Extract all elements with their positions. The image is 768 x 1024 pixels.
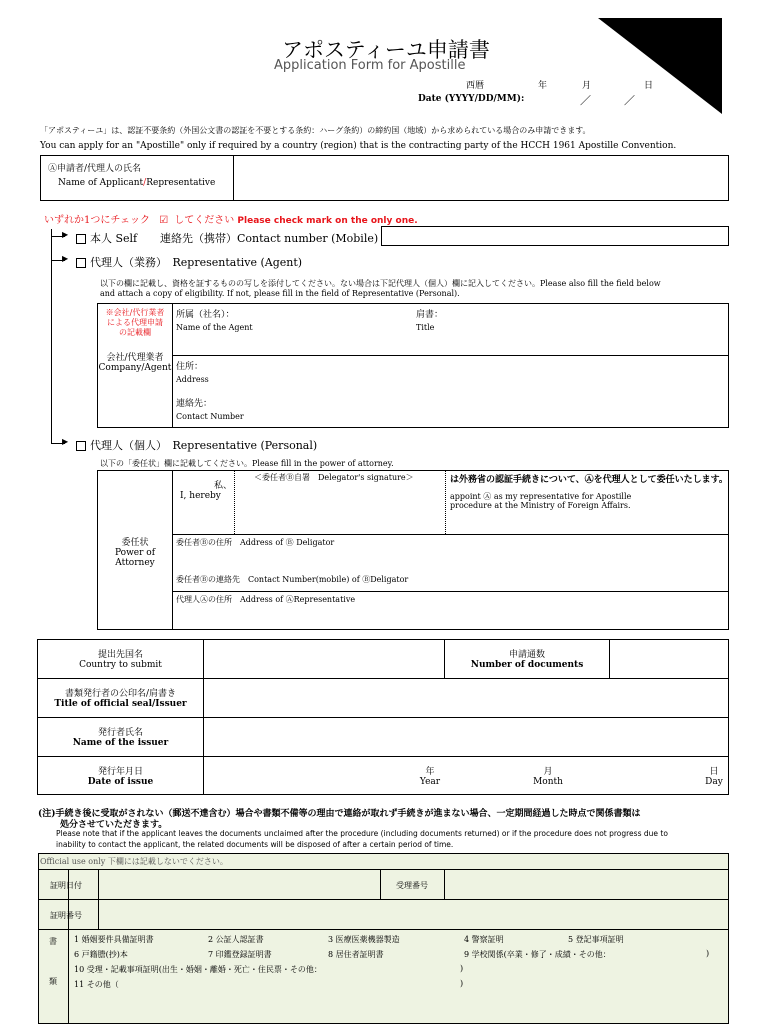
self-contact-label: 連絡先（携帯）Contact number (Mobile): [160, 232, 379, 245]
poa-appoint-ja: は外務省の認証手続きについて、Ⓐを代理人として委任いたします。: [450, 475, 728, 485]
note-en-2: inability to contact the applicant, the related documents will be disposed of after a certain period of time.: [56, 840, 454, 849]
self-checkbox[interactable]: [76, 234, 86, 244]
agent-red-note-1: ※会社/代行業者: [105, 308, 165, 317]
agent-company-label: [98, 350, 172, 373]
agent-company-en: Company/Agent: [98, 363, 172, 373]
option-agent[interactable]: [76, 254, 302, 270]
off-item-7: 7 印鑑登録証明書: [208, 950, 272, 959]
poa-rep-address[interactable]: 代理人Ⓐの住所 Address of ⒶRepresentative: [176, 595, 356, 604]
poa-divider: [172, 470, 173, 630]
off-receipt-no: 受理番号: [396, 881, 428, 890]
doc-month-en: Month: [533, 777, 563, 787]
year-label: 年: [538, 81, 548, 91]
off-item-10: 10 受理・記載事項証明(出生・婚姻・離婚・死亡・住民票・その他：: [74, 965, 322, 974]
note-en-1: Please note that if the applicant leaves the documents unclaimed after the procedure (including documents returned) or if the procedure does not progress due to: [56, 829, 668, 838]
off-cert-date: 証明日付: [50, 881, 82, 890]
option-bracket-line: [51, 229, 52, 443]
doc-year[interactable]: [410, 764, 450, 787]
poa-delegator-address[interactable]: 委任者Ⓑの住所 Address of Ⓑ Deligator: [176, 538, 335, 547]
applicant-label-ja: Ⓐ申請者/代理人の氏名: [48, 164, 142, 174]
poa-en-2: Attorney: [115, 558, 155, 568]
off-col-1: [68, 869, 69, 1024]
applicant-label-en: Name of Applicant/Representative: [58, 178, 216, 188]
personal-instruction: 以下の「委任状」欄に記載してください。Please fill in the power of attorney.: [100, 459, 394, 468]
doc-country-en: Country to submit: [79, 660, 162, 670]
page-title: アポスティーユ申請書: [282, 38, 490, 62]
off-col-3: [380, 869, 381, 899]
off-item-8: 8 居住者証明書: [328, 950, 384, 959]
off-item-6: 6 戸籍謄(抄)本: [74, 950, 128, 959]
agent-title-ja: 肩書：: [416, 310, 444, 320]
check-instruction-ja: いずれか1つにチェック: [44, 215, 151, 226]
doc-date-ja: 発行年月日: [97, 767, 143, 777]
doc-row-3: [37, 756, 729, 757]
date-separators[interactable]: ／ ／: [580, 94, 635, 107]
off-item-2: 2 公証人認証書: [208, 935, 264, 944]
doc-year-en: Year: [419, 777, 441, 787]
notice-ja: 「アポスティーユ」は、認証不要条約（外国公文書の認証を不要とする条約：ハーグ条約）の締約国（地域）から求められている場合のみ申請できます。: [40, 126, 591, 135]
doc-count-ja: 申請通数: [508, 650, 545, 660]
agent-red-note-3: の記載欄: [119, 328, 151, 337]
agent-title-en: Title: [416, 323, 435, 332]
poa-signature-label: ＜委任者Ⓑ自署 Delegator's signature＞: [254, 473, 414, 482]
poa-appoint-en-1: appoint Ⓐ as my representative for Apostille: [450, 492, 632, 501]
self-label: 本人 Self: [90, 232, 138, 245]
applicant-name-field[interactable]: [236, 158, 726, 198]
poa-appoint-en-2: procedure at the Ministry of Foreign Affairs.: [450, 501, 631, 510]
off-col-4: [444, 869, 445, 899]
agent-address-ja: 住所：: [176, 362, 204, 372]
option-personal[interactable]: [76, 437, 317, 453]
agent-divider: [172, 303, 173, 428]
poa-i-ja: 私、: [214, 481, 233, 491]
doc-seal-en: Title of official seal/Issuer: [54, 699, 187, 709]
doc-country-label: [38, 647, 203, 670]
poa-dot-2: [445, 470, 446, 534]
doc-col-1: [203, 639, 204, 795]
doc-issuer-label: [38, 725, 203, 748]
doc-count-field[interactable]: [611, 641, 727, 676]
off-col-2: [98, 869, 99, 929]
agent-checkbox[interactable]: [76, 258, 86, 268]
off-side-1: 書: [49, 937, 57, 946]
off-item-11: 11 その他（: [74, 980, 119, 989]
off-item-9-close: ): [706, 949, 710, 958]
official-use-header: Official use only 下欄には記載しないでください。: [40, 857, 228, 866]
era-label: 西暦: [466, 81, 485, 91]
doc-country-ja: 提出先国名: [97, 650, 143, 660]
doc-month[interactable]: [528, 764, 568, 787]
off-item-9: 9 学校関係(卒業・修了・成績・その他：: [464, 950, 611, 959]
arrow-agent-icon: ▶: [62, 254, 69, 263]
poa-dot-1: [234, 470, 235, 534]
arrow-self-icon: ▶: [62, 230, 69, 239]
poa-i-en: I, hereby: [180, 491, 221, 501]
note-ja-2: 処分させていただきます。: [60, 820, 168, 830]
agent-name-ja: 所属（社名）：: [176, 310, 235, 320]
off-item-10-close: ): [460, 964, 464, 973]
applicant-divider: [233, 155, 234, 201]
doc-count-label: [445, 647, 609, 670]
poa-label: [98, 535, 172, 568]
poa-row-1: [172, 534, 729, 535]
doc-col-3: [609, 639, 610, 678]
agent-label: 代理人（業務） Representative (Agent): [90, 256, 303, 269]
doc-country-field[interactable]: [205, 641, 442, 676]
poa-row-2: [172, 591, 729, 592]
off-item-1: 1 婚姻要件具備証明書: [74, 935, 154, 944]
doc-seal-ja: 書類発行者の公印名/肩書き: [64, 689, 177, 699]
agent-name-en: Name of the Agent: [176, 323, 253, 332]
poa-en-1: Power of: [114, 548, 156, 558]
doc-day-en: Day: [705, 777, 723, 787]
agent-red-note: [98, 308, 172, 338]
option-self[interactable]: [76, 230, 137, 246]
off-cert-no: 証明番号: [50, 911, 82, 920]
self-contact-field[interactable]: [381, 226, 729, 246]
arrow-personal-icon: ▶: [62, 437, 69, 446]
doc-issuer-en: Name of the issuer: [72, 738, 169, 748]
off-item-5: 5 登記事項証明: [568, 935, 624, 944]
doc-date-label: [38, 764, 203, 787]
note-ja-1: (注)手続き後に受取がされない（郵送不達含む）場合や書類不備等の理由で連絡が取れず手続きが進まない場合、一定期間経過した時点で関係書類は: [38, 809, 641, 819]
agent-contact-ja: 連絡先：: [176, 399, 213, 409]
doc-seal-field[interactable]: [205, 680, 727, 715]
off-side-2: 類: [49, 977, 57, 986]
doc-count-en: Number of documents: [470, 660, 584, 670]
off-item-3: 3 医療医薬機器製造: [328, 935, 400, 944]
off-item-11-close: ): [460, 979, 464, 988]
doc-issuer-ja: 発行者氏名: [97, 728, 143, 738]
agent-contact-en: Contact Number: [176, 412, 244, 421]
off-row-1: [38, 869, 729, 870]
doc-issuer-field[interactable]: [205, 719, 727, 754]
date-label: Date (YYYY/DD/MM):: [418, 94, 525, 104]
doc-day-ja: 日: [709, 767, 719, 777]
doc-year-ja: 年: [425, 767, 435, 777]
check-instruction-ja2: してください: [174, 215, 235, 226]
agent-instruction-2: and attach a copy of eligibility. If not, please fill in the field of Representative (Personal).: [100, 289, 460, 298]
agent-row-divider: [172, 355, 729, 356]
agent-address-en: Address: [176, 375, 209, 384]
check-mark-icon: ☑: [159, 215, 169, 226]
poa-ja: 委任状: [121, 538, 149, 548]
doc-day[interactable]: [694, 764, 734, 787]
notice-en: You can apply for an "Apostille" only if required by a country (region) that is the contracting party of the HCCH 1961 Apostille Convention.: [40, 141, 677, 151]
poa-signature-field[interactable]: [236, 484, 443, 532]
page-subtitle: Application Form for Apostille: [274, 58, 466, 73]
agent-company-ja: 会社/代理業者: [106, 353, 164, 363]
doc-date-en: Date of issue: [87, 777, 154, 787]
applicant-label-en-b: Representative: [146, 178, 216, 188]
day-label: 日: [644, 81, 654, 91]
check-instruction-en: Please check mark on the only one.: [237, 216, 418, 226]
poa-delegator-contact[interactable]: 委任者Ⓑの連絡先 Contact Number(mobile) of ⒷDeligator: [176, 575, 409, 584]
check-instruction: [44, 211, 418, 226]
agent-instruction-1: 以下の欄に記載し、資格を証するものの写しを添付してください。ない場合は下記代理人（個人）欄に記入してください。Please also fill the field below: [100, 279, 661, 288]
month-label: 月: [582, 81, 592, 91]
personal-label: 代理人（個人） Representative (Personal): [90, 439, 318, 452]
doc-seal-label: [38, 686, 203, 709]
doc-row-1: [37, 678, 729, 679]
applicant-label-en-a: Name of Applicant: [58, 178, 144, 188]
personal-checkbox[interactable]: [76, 441, 86, 451]
off-item-4: 4 警察証明: [464, 935, 504, 944]
off-row-2: [38, 899, 729, 900]
off-row-3: [38, 929, 729, 930]
doc-month-ja: 月: [543, 767, 553, 777]
doc-row-2: [37, 717, 729, 718]
agent-red-note-2: による代理申請: [107, 318, 163, 327]
